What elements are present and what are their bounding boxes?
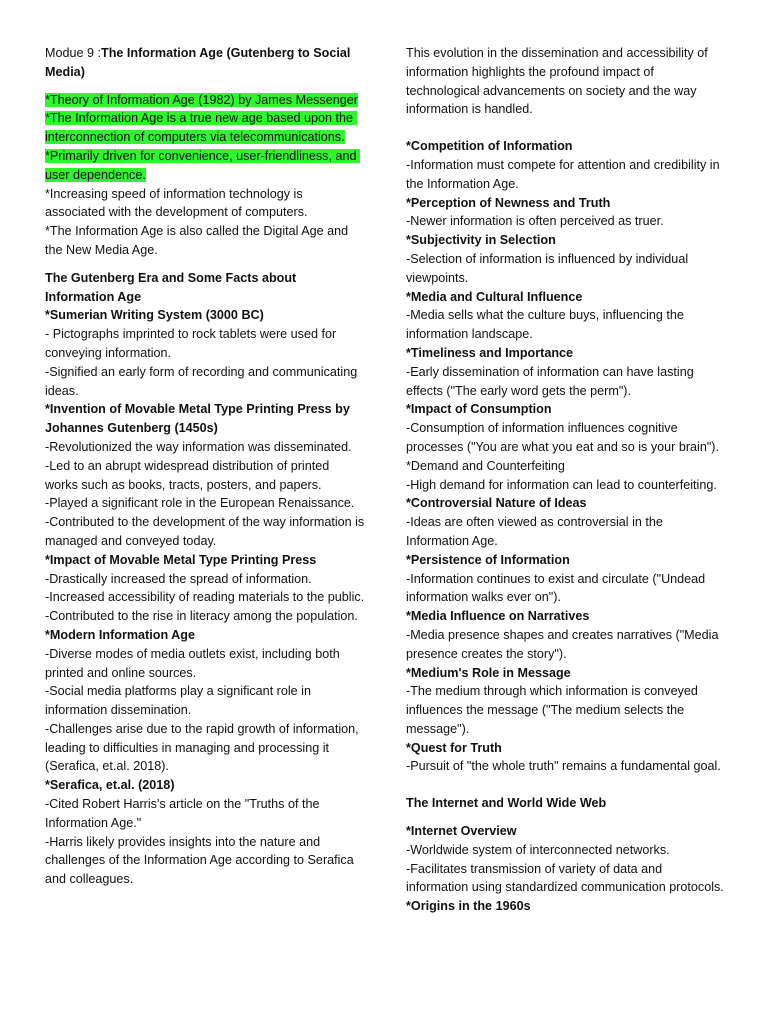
highlight-text: *Theory of Information Age (1982) by James Messenger [45, 92, 358, 107]
truth-text: -Media presence shapes and creates narratives ("Media presence creates the story"). [406, 627, 722, 661]
section-item: -Led to an abrupt widespread distribution of printed works such as books, tracts, posters, and papers. [45, 458, 333, 492]
truth-text: -Early dissemination of information can have lasting effects ("The early word gets the perm"). [406, 364, 698, 398]
section-item: -Played a significant role in the European Renaissance. [45, 496, 355, 511]
section-item: -Diverse modes of media outlets exist, including both printed and online sources. [45, 646, 344, 680]
intro-point: *Increasing speed of information technology is associated with the development of computers. [45, 186, 308, 220]
section-title: *Sumerian Writing System (3000 BC) [45, 308, 264, 323]
right-column [406, 44, 726, 916]
section-item: -Cited Robert Harris's article on the "Truths of the Information Age." [45, 797, 323, 830]
truth-title: *Perception of Newness and Truth [406, 195, 611, 210]
truth-text: -Consumption of information influences cognitive processes ("You are what you eat and so is your brain"). [406, 421, 719, 454]
gutenberg-heading: The Gutenberg Era and Some Facts about Information Age [45, 270, 300, 304]
truth-text: -Ideas are often viewed as controversial in the Information Age. [406, 515, 667, 548]
truth-title: *Timeliness and Importance [406, 345, 574, 360]
section-title: *Serafica, et.al. (2018) [45, 778, 175, 793]
truth-text: -Information must compete for attention and credibility in the Information Age. [406, 157, 724, 191]
truth-text: -Media sells what the culture buys, influencing the information landscape. [406, 308, 688, 342]
section-item: -Contributed to the rise in literacy among the population. [45, 609, 358, 624]
truth-text: -Selection of information is influenced by individual viewpoints. [406, 251, 692, 285]
module-title-bold: The Information Age (Gutenberg to Social Media) [45, 46, 354, 79]
section-item: -Drastically increased the spread of information. [45, 571, 312, 586]
truth-title: *Media and Cultural Influence [406, 289, 583, 304]
highlight-theory [45, 91, 365, 110]
section-title: *Invention of Movable Metal Type Printing Press by Johannes Gutenberg (1450s) [45, 402, 354, 436]
section-item: -Social media platforms play a significant role in information dissemination. [45, 684, 315, 718]
section-title: *Modern Information Age [45, 627, 195, 642]
section-item: -Harris likely provides insights into the nature and challenges of the Information Age according to Serafica and colleagues. [45, 834, 358, 887]
section-title: *Impact of Movable Metal Type Printing Press [45, 552, 317, 567]
left-column [45, 44, 368, 889]
internet-overview-item: -Facilitates transmission of variety of data and information using standardized communication protocols. [406, 861, 724, 895]
truth-title: *Quest for Truth [406, 740, 502, 755]
origins-title: *Origins in the 1960s [406, 899, 531, 914]
internet-overview-item: -Worldwide system of interconnected networks. [406, 842, 670, 857]
highlight-true-new-age [45, 109, 365, 147]
truth-text: -Pursuit of "the whole truth" remains a fundamental goal. [406, 759, 721, 774]
truth-title: *Subjectivity in Selection [406, 233, 556, 248]
truth-title: *Demand and Counterfeiting [406, 458, 565, 473]
section-item: - Pictographs imprinted to rock tablets were used for conveying information. [45, 327, 340, 360]
section-item: -Contributed to the development of the way information is managed and conveyed today. [45, 515, 368, 548]
internet-heading: The Internet and World Wide Web [406, 796, 607, 811]
truth-title: *Impact of Consumption [406, 402, 552, 417]
internet-overview-title: *Internet Overview [406, 824, 517, 839]
highlight-text: *The Information Age is a true new age based upon the interconnection of computers via telecommunications. [45, 111, 357, 145]
truth-title: *Media Influence on Narratives [406, 609, 590, 624]
section-item: -Signified an early form of recording and communicating ideas. [45, 364, 361, 398]
highlight-text: *Primarily driven for convenience, user-friendliness, and user dependence. [45, 148, 360, 182]
truth-title: *Controversial Nature of Ideas [406, 496, 587, 511]
truth-title: *Persistence of Information [406, 552, 570, 567]
truth-text: -Newer information is often perceived as truer. [406, 214, 664, 229]
section-item: -Revolutionized the way information was disseminated. [45, 439, 352, 454]
truth-title: *Competition of Information [406, 139, 573, 154]
module-title [45, 44, 365, 82]
truth-text: -The medium through which information is conveyed influences the message ("The medium selects the message"). [406, 684, 702, 736]
highlight-driven [45, 147, 365, 185]
truth-title: *Medium's Role in Message [406, 665, 571, 680]
module-title-prefix: Modue 9 : [45, 46, 102, 60]
truth-text: -High demand for information can lead to counterfeiting. [406, 477, 717, 492]
intro-point: *The Information Age is also called the Digital Age and the New Media Age. [45, 224, 352, 257]
section-item: -Increased accessibility of reading materials to the public. [45, 590, 365, 605]
section-item: -Challenges arise due to the rapid growth of information, leading to difficulties in managing and processing it (Serafica, et.al. 2018). [45, 721, 363, 774]
truth-text: -Information continues to exist and circulate ("Undead information walks ever on"). [406, 571, 709, 605]
intro-paragraph: This evolution in the dissemination and accessibility of information highlights the profound impact of technological advancements on society and the way information is handled. [406, 46, 712, 117]
